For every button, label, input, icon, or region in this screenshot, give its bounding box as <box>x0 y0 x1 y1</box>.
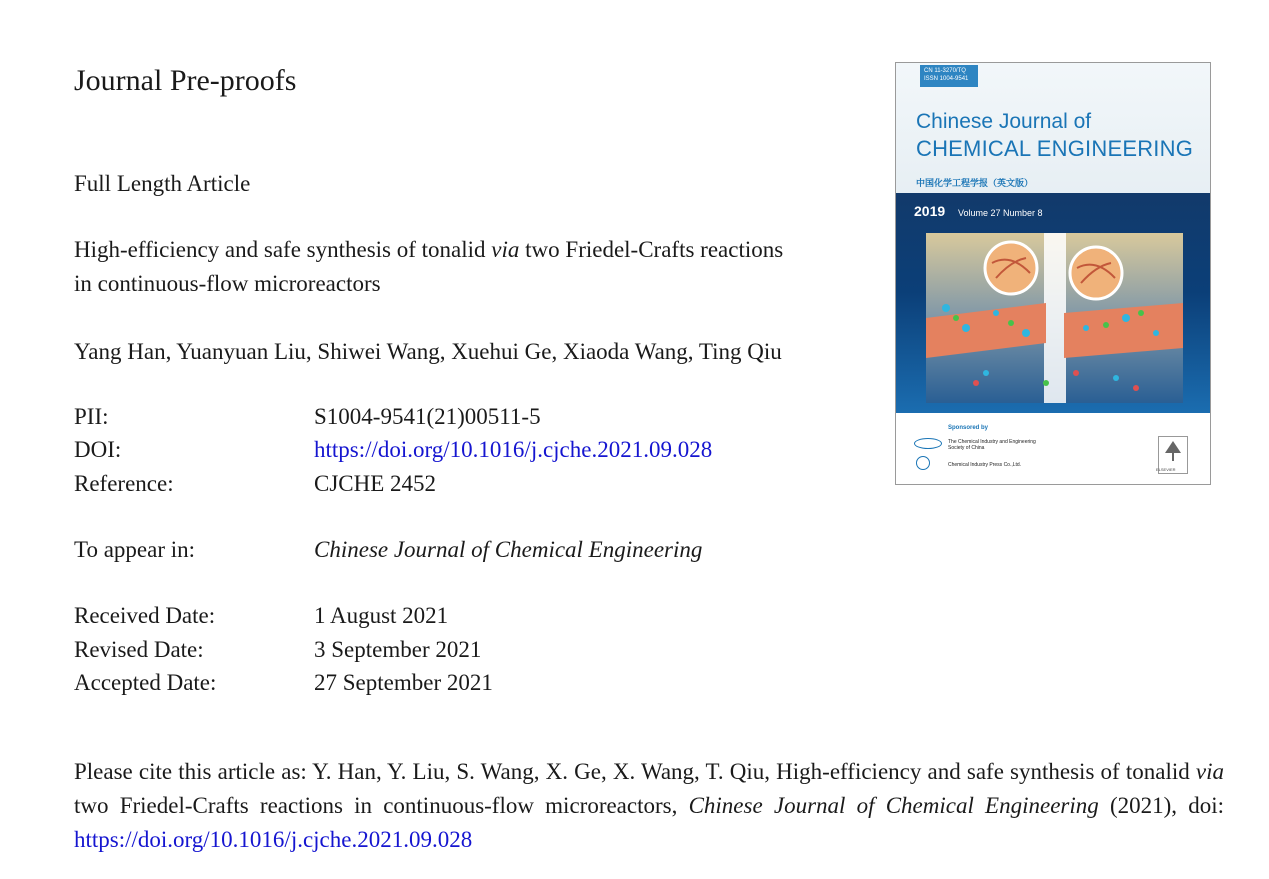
doi-link[interactable]: https://doi.org/10.1016/j.cjche.2021.09.028 <box>314 437 713 462</box>
cite-suffix: (2021), doi: <box>1098 793 1224 818</box>
cover-sponsor2: Chemical Industry Press Co.,Ltd. <box>948 462 1022 468</box>
article-type: Full Length Article <box>74 171 251 196</box>
doi-label: DOI: <box>74 437 122 462</box>
author-list: Yang Han, Yuanyuan Liu, Shiwei Wang, Xuehui Ge, Xiaoda Wang, Ting Qiu <box>74 339 782 364</box>
ciesc-logo-icon <box>914 438 942 449</box>
cover-journal-line1: Chinese Journal of <box>916 110 1092 133</box>
title-text-b: two Friedel-Crafts reactions <box>519 237 784 262</box>
title-text-a: High-efficiency and safe synthesis of tonalid <box>74 237 492 262</box>
issn-box <box>920 65 978 87</box>
received-value: 1 August 2021 <box>314 603 449 628</box>
cover-sponsored: Sponsored by <box>948 425 989 431</box>
right-zoom-circle <box>1070 247 1122 299</box>
issn-cn: CN 11-3270/TQ <box>924 68 966 74</box>
cover-journal-chinese: 中国化学工程学报（英文版） <box>916 178 1034 188</box>
cite-middle: two Friedel-Crafts reactions in continuous-flow microreactors, <box>74 793 689 818</box>
cover-sponsor1: The Chemical Industry and Engineering Society of China <box>948 439 1036 451</box>
revised-label: Revised Date: <box>74 637 204 662</box>
cover-volume: Volume 27 Number 8 <box>958 208 1043 218</box>
cover-artwork <box>926 233 1183 403</box>
appear-journal: Chinese Journal of Chemical Engineering <box>314 537 703 562</box>
elsevier-tree-icon <box>1159 437 1187 465</box>
citation-paragraph <box>74 755 1224 857</box>
cite-prefix: Please cite this article as: Y. Han, Y. Liu, S. Wang, X. Ge, X. Wang, T. Qiu, High-efficiency and safe synthesis of tonalid <box>74 759 1196 784</box>
cover-year: 2019 <box>914 203 946 219</box>
issn-number: ISSN 1004-9541 <box>924 76 969 82</box>
appear-label: To appear in: <box>74 537 196 562</box>
journal-cover <box>895 62 1211 485</box>
art-divider <box>1044 233 1066 403</box>
cite-doi-link[interactable]: https://doi.org/10.1016/j.cjche.2021.09.028 <box>74 827 473 852</box>
cover-journal-line2: CHEMICAL ENGINEERING <box>916 136 1194 161</box>
reference-label: Reference: <box>74 471 174 496</box>
received-label: Received Date: <box>74 603 216 628</box>
cover-publisher: ELSEVIER <box>1156 467 1176 472</box>
reference-value: CJCHE 2452 <box>314 471 437 496</box>
page-title: Journal Pre-proofs <box>74 64 297 97</box>
title-text-via: via <box>491 237 520 262</box>
accepted-label: Accepted Date: <box>74 670 217 695</box>
cite-via: via <box>1195 759 1224 784</box>
revised-value: 3 September 2021 <box>314 637 482 662</box>
article-title-line1 <box>74 237 783 263</box>
accepted-value: 27 September 2021 <box>314 670 493 695</box>
cip-logo-icon <box>916 456 930 470</box>
cover-art-svg <box>926 233 1183 403</box>
pii-label: PII: <box>74 404 109 429</box>
cite-journal: Chinese Journal of Chemical Engineering <box>688 793 1099 818</box>
pii-value: S1004-9541(21)00511-5 <box>314 404 541 429</box>
article-title-line2: in continuous-flow microreactors <box>74 271 381 296</box>
left-zoom-circle <box>985 242 1037 294</box>
